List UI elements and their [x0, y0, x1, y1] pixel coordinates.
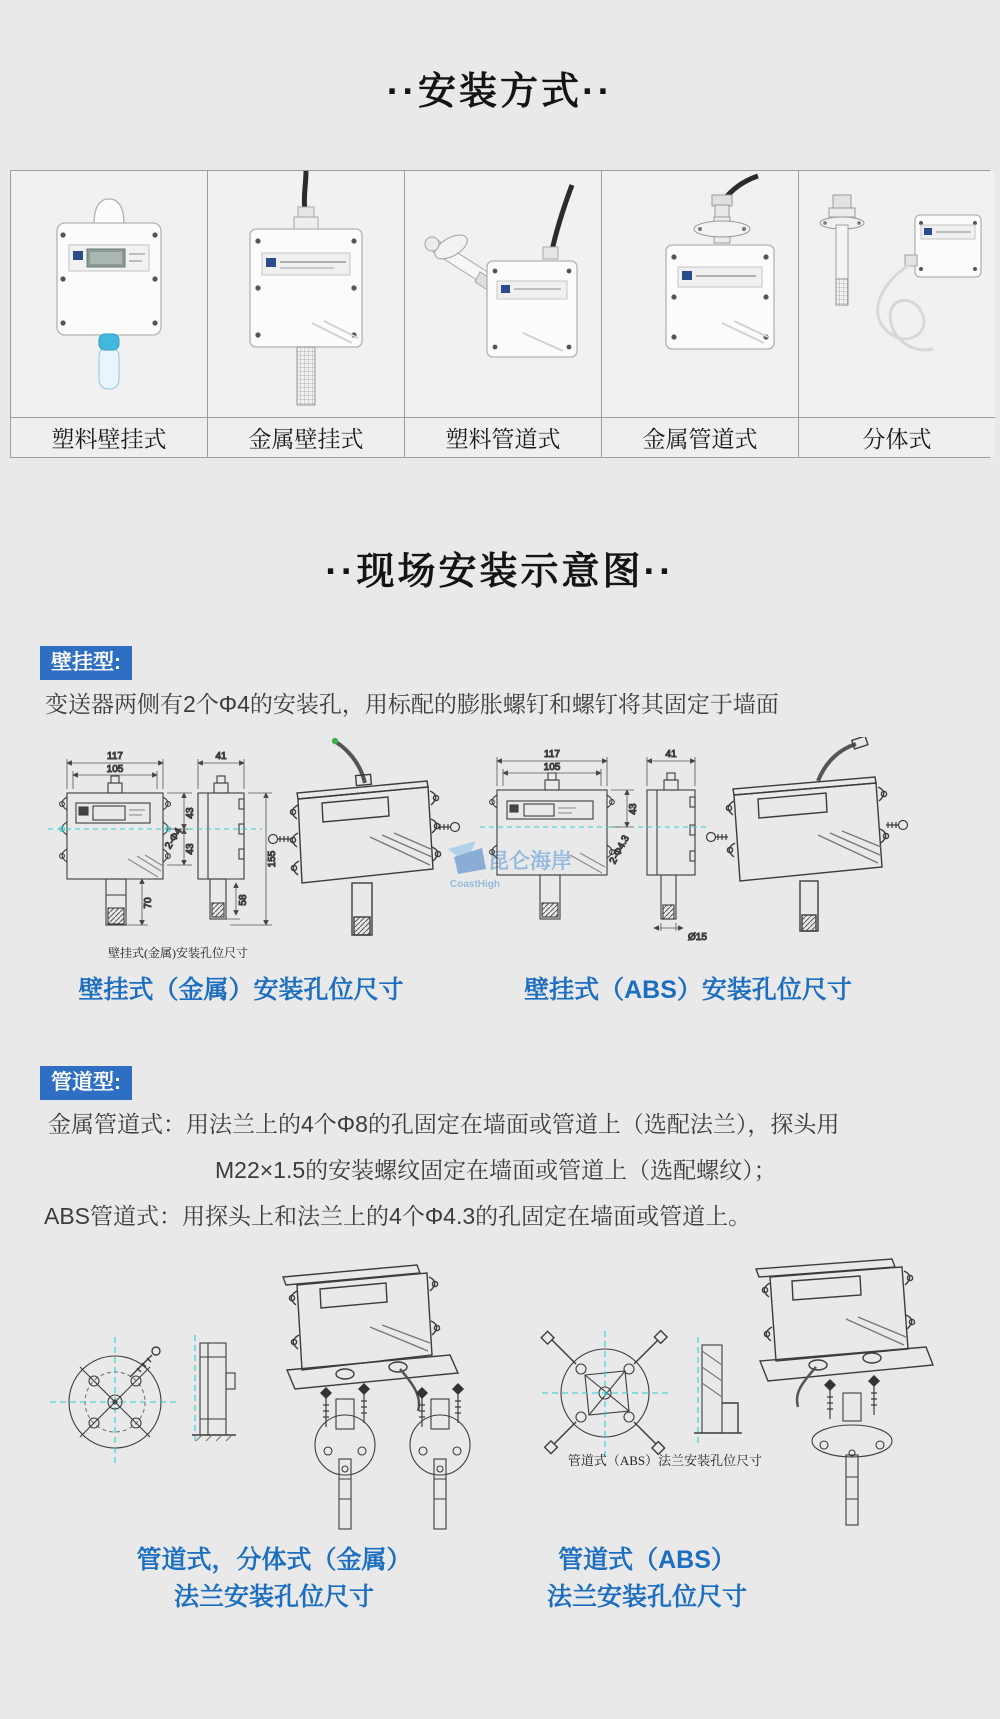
- pipe-desc-line2: M22×1.5的安装螺纹固定在墙面或管道上（选配螺纹）；: [215, 1157, 777, 1183]
- remote-probe: [836, 225, 848, 279]
- dim-abs-width-inner: 105: [543, 762, 561, 773]
- product-cell: [11, 171, 208, 417]
- probe-flange-assembly: [410, 1383, 470, 1529]
- pipe-mount-diagram: [30, 1255, 970, 1537]
- humidity-probe: [99, 347, 119, 389]
- dimension-lines: [497, 757, 634, 827]
- wall-metal-drawing-caption: 壁挂式(金属)安装孔位尺寸: [108, 946, 248, 960]
- metal-bracket-side-view: [192, 1335, 236, 1445]
- caption-pipe-metal-line2: 法兰安装孔位尺寸: [173, 1583, 374, 1611]
- product-cell: [602, 171, 799, 417]
- product-cell: [799, 171, 995, 417]
- product-image-plastic-wall: [11, 171, 207, 417]
- metal-front-view: [48, 776, 185, 925]
- dim-side-height: 155: [267, 850, 278, 868]
- caption-wall-metal: 壁挂式（金属）安装孔位尺寸: [78, 976, 404, 1004]
- abs-perspective-view: [707, 737, 908, 931]
- dim-abs-side-width: 41: [665, 749, 677, 760]
- dim-mount-holes: 2-Φ4: [163, 826, 185, 852]
- pipe-desc-line1: 金属管道式：用法兰上的4个Φ8的孔固定在墙面或管道上（选配法兰），探头用: [48, 1111, 840, 1137]
- abs-duct-perspective: [756, 1259, 933, 1407]
- dim-side-probe: 58: [238, 894, 249, 906]
- caption-pipe-metal-line1: 管道式，分体式（金属）: [136, 1546, 412, 1574]
- dim-abs-width: 117: [544, 749, 560, 760]
- dim-front-width: 117: [107, 751, 123, 762]
- metal-flange-top-view: [50, 1337, 180, 1467]
- section-title-site-install: ··现场安装示意图··: [325, 551, 675, 593]
- watermark-en: CoastHigh: [450, 879, 500, 890]
- abs-flange-top-view: [541, 1331, 668, 1457]
- product-label-metal-duct: 金属管道式: [602, 417, 799, 457]
- abs-flange-drawing-caption: 管道式（ABS）法兰安装孔位尺寸: [567, 1453, 763, 1468]
- dim-height-bottom: 43: [185, 843, 196, 855]
- caption-pipe-abs-line1: 管道式（ABS）: [558, 1546, 736, 1574]
- product-label-metal-wall: 金属壁挂式: [208, 417, 405, 457]
- dim-abs-probe-dia: Ø15: [688, 932, 707, 943]
- wall-mount-diagram: [30, 737, 970, 969]
- brand-logo-mark: [682, 271, 692, 280]
- brand-logo-mark: [73, 251, 83, 260]
- flange-disc: [694, 221, 750, 237]
- probe-flange-assembly: [812, 1375, 892, 1525]
- product-cell: [208, 171, 405, 417]
- metal-probe: [297, 347, 315, 405]
- coiled-cable: [878, 265, 933, 350]
- product-image-metal-duct: [602, 171, 798, 417]
- metal-perspective-view: [269, 738, 460, 935]
- dim-abs-height-top: 43: [628, 803, 639, 815]
- caption-pipe-abs-line2: 法兰安装孔位尺寸: [546, 1583, 747, 1611]
- metal-duct-perspective: [283, 1265, 458, 1411]
- wall-type-description: 变送器两侧有2个Φ4的安装孔，用标配的膨胀螺钉和螺钉将其固定于墙面: [45, 691, 779, 717]
- abs-front-view: [480, 773, 626, 919]
- dim-front-width-inner: 105: [106, 764, 124, 775]
- dim-probe-length: 70: [143, 897, 154, 909]
- product-label-plastic-duct: 塑料管道式: [405, 417, 602, 457]
- brand-logo-mark: [501, 285, 510, 293]
- abs-bracket-side-view: [694, 1337, 742, 1443]
- probe-flange-assembly: [315, 1383, 375, 1529]
- abs-side-view: [638, 773, 710, 919]
- dim-height-top: 43: [185, 807, 196, 819]
- metal-side-view: [188, 776, 262, 919]
- watermark-logo: [448, 841, 572, 890]
- dim-abs-holes: 2-Φ4.3: [607, 833, 632, 866]
- dim-side-width: 41: [215, 751, 227, 762]
- product-image-metal-wall: [208, 171, 404, 417]
- brand-logo-mark: [924, 228, 932, 235]
- product-label-plastic-wall: 塑料壁挂式: [11, 417, 208, 457]
- cable-tip: [332, 738, 338, 744]
- cable: [304, 171, 306, 211]
- product-image-split-type: [799, 171, 995, 417]
- wall-type-badge: 壁挂型:: [40, 646, 132, 680]
- pipe-desc-line3: ABS管道式：用探头上和法兰上的4个Φ4.3的孔固定在墙面或管道上。: [44, 1203, 752, 1229]
- section-title-install-methods: ··安装方式··: [386, 71, 614, 113]
- product-image-plastic-duct: [405, 171, 601, 417]
- brand-logo-mark: [266, 258, 276, 267]
- install-method-table: [10, 170, 990, 458]
- watermark-cn: 昆仑海岸: [488, 850, 572, 873]
- caption-wall-abs: 壁挂式（ABS）安装孔位尺寸: [524, 976, 852, 1004]
- pipe-type-badge: 管道型:: [40, 1066, 132, 1100]
- product-cell: [405, 171, 602, 417]
- dimension-lines: [198, 759, 272, 925]
- product-label-split-type: 分体式: [799, 417, 995, 457]
- cable: [551, 185, 572, 255]
